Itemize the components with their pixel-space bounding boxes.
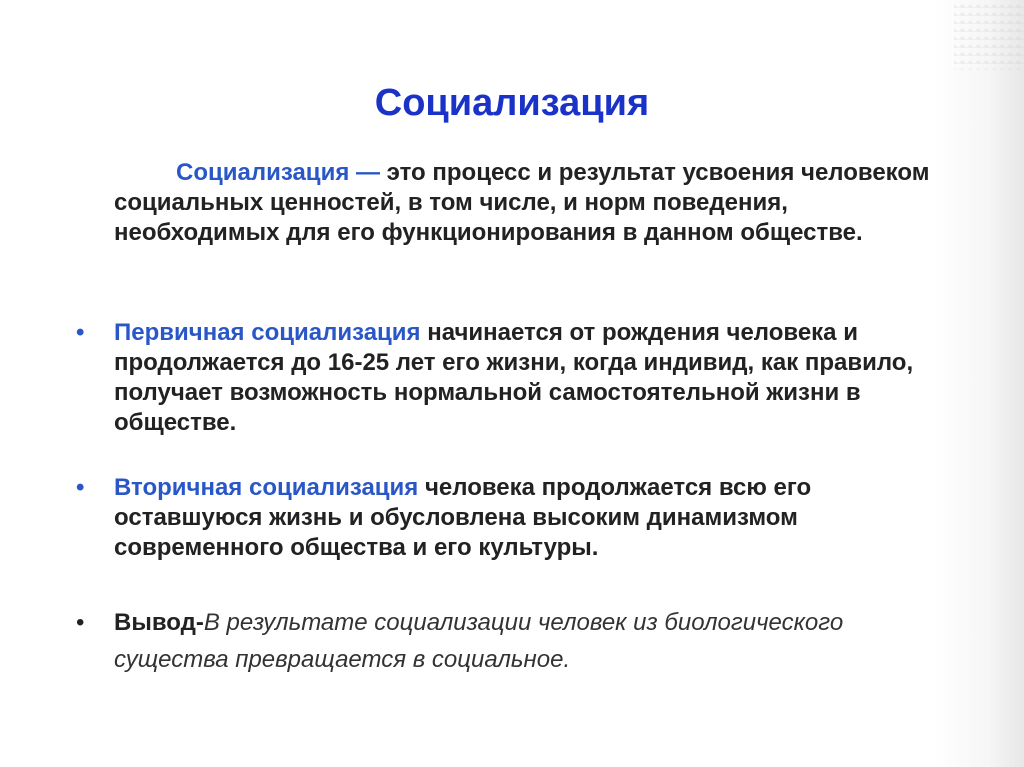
bullet-marker: • xyxy=(76,319,85,346)
definition-term: Социализация — xyxy=(176,159,380,186)
corner-pattern xyxy=(954,0,1024,70)
slide-title: Социализация xyxy=(374,82,650,124)
bullet-conclusion xyxy=(76,604,964,678)
bullet-text: человека продолжается всю его оставшуюся жизнь и обусловлена высоким динамизмом современного общества и его культуры. xyxy=(114,474,812,561)
bullet-primary-socialization xyxy=(76,318,964,438)
conclusion-label: Вывод- xyxy=(114,609,204,636)
definition-paragraph xyxy=(114,158,934,248)
definition-text: это процесс и результат усвоения человеком социальных ценностей, в том числе, и норм поведения, необходимых для его функционирования в данном обществе. xyxy=(114,159,930,246)
bullet-term: Вторичная социализация xyxy=(114,474,419,501)
bullet-term: Первичная социализация xyxy=(114,319,421,346)
bullet-marker: • xyxy=(76,474,85,501)
bullet-text: начинается от рождения человека и продолжается до 16-25 лет его жизни, когда индивид, как правило, получает возможность нормальной самостоятельной жизни в обществе. xyxy=(114,319,914,436)
conclusion-text: В результате социализации человек из биологического существа превращается в социальное. xyxy=(114,609,844,673)
bullet-secondary-socialization xyxy=(76,473,964,563)
bullet-marker: • xyxy=(76,609,85,636)
